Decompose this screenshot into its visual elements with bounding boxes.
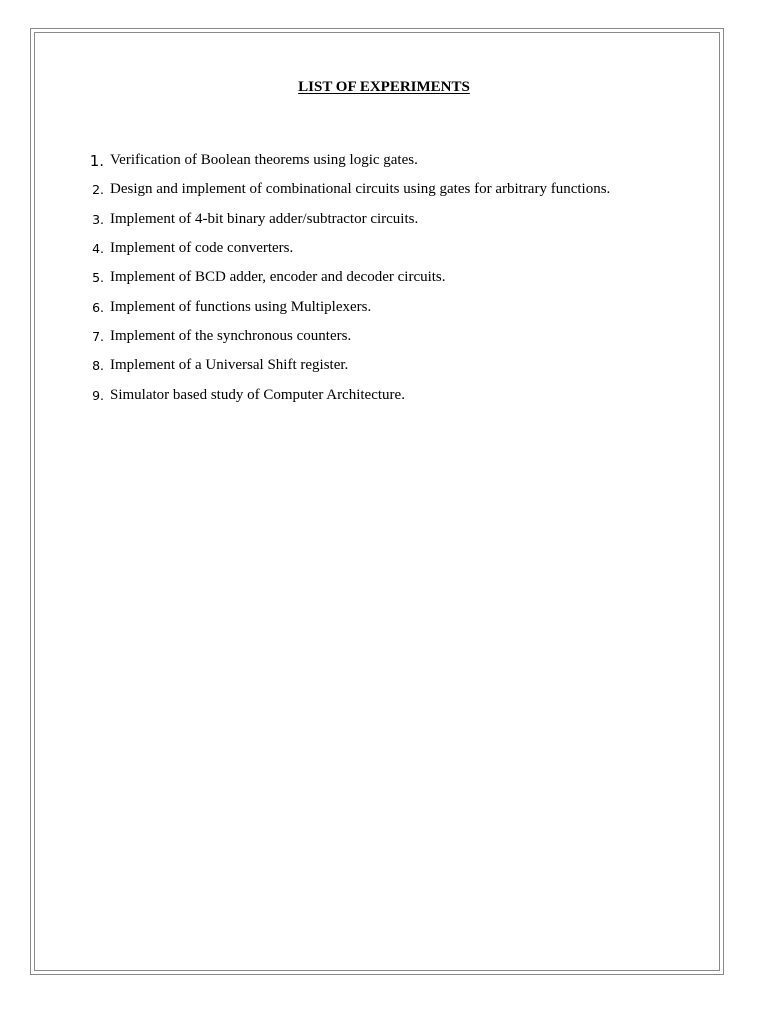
list-item [62, 380, 712, 409]
item-text: Implement of the synchronous counters. [110, 327, 352, 344]
item-number: 7. [92, 328, 104, 344]
list-item [62, 175, 712, 204]
item-text: Implement of a Universal Shift register. [110, 357, 349, 374]
item-number: 4. [92, 241, 104, 257]
item-number: 8. [92, 358, 104, 374]
item-text: Verification of Boolean theorems using logic gates. [110, 152, 418, 169]
item-text: Implement of functions using Multiplexers. [110, 298, 372, 315]
item-text: Simulator based study of Computer Architecture. [110, 386, 405, 403]
page-title [0, 79, 768, 96]
list-item [62, 146, 712, 175]
experiment-list [62, 146, 712, 410]
list-item [62, 292, 712, 321]
item-number: 1. [89, 151, 104, 170]
item-number: 5. [92, 270, 104, 286]
item-text: Design and implement of combinational circuits using gates for arbitrary functions. [110, 181, 611, 198]
item-number: 2. [92, 182, 104, 198]
item-number: 9. [92, 387, 104, 403]
list-item [62, 351, 712, 380]
item-number: 6. [92, 299, 104, 315]
page-title-text: LIST OF EXPERIMENTS [298, 79, 470, 95]
list-item [62, 263, 712, 292]
list-item [62, 322, 712, 351]
item-text: Implement of BCD adder, encoder and decoder circuits. [110, 269, 446, 286]
list-item [62, 205, 712, 234]
item-number: 3. [92, 211, 104, 227]
item-text: Implement of code converters. [110, 240, 294, 257]
item-text: Implement of 4-bit binary adder/subtractor circuits. [110, 210, 419, 227]
list-item [62, 234, 712, 263]
